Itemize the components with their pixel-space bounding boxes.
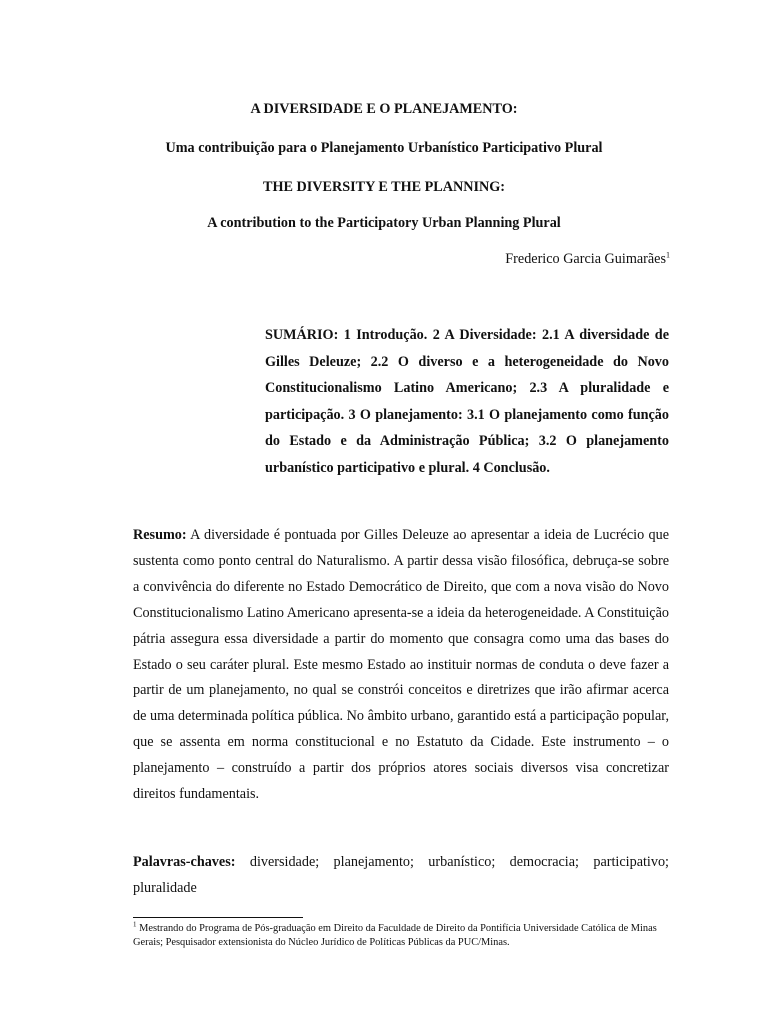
keywords [133,849,669,901]
author-line [505,250,670,268]
title-en: THE DIVERSITY E THE PLANNING: [262,179,506,195]
summary: SUMÁRIO: 1 Introdução. 2 A Diversidade: 2.1 A diversidade de Gilles Deleuze; 2.2 O diverso e a heterogeneidade do Novo Constitucionalismo Latino Americano; 2.3 A pluralidade e participação. 3 O planejamento: 3.1 O planejamento como função do Estado e da Administração Pública; 3.2 O planejamento urbanístico participativo e plural. 4 Conclusão. [265,327,669,476]
keywords-text: diversidade; planejamento; urbanístico; democracia; participativo; pluralidade [133,854,669,896]
footnote-separator [133,917,303,918]
footnote-text: Mestrando do Programa de Pós-graduação em Direito da Faculdade de Direito da Pontifícia Universidade Católica de Minas Gerais; Pesquisador extensionista do Núcleo Jurídico de Políticas Públicas da PUC/Minas. [133,923,657,948]
author-name: Frederico Garcia Guimarães [505,251,666,267]
abstract-label: Resumo: [133,527,187,543]
footnote-mark: 1 [133,920,137,929]
keywords-label: Palavras-chaves: [133,854,236,870]
abstract [133,523,669,808]
footnote [133,922,669,950]
author-footnote-mark: 1 [666,250,670,260]
subtitle-pt: Uma contribuição para o Planejamento Urbanístico Participativo Plural [165,140,603,156]
subtitle-en: A contribution to the Participatory Urban Planning Plural [207,215,561,231]
title-pt: A DIVERSIDADE E O PLANEJAMENTO: [250,101,518,117]
abstract-text: A diversidade é pontuada por Gilles Deleuze ao apresentar a ideia de Lucrécio que sustenta como ponto central do Naturalismo. A partir dessa visão filosófica, debruça-se sobre a convivência do diferente no Estado Democrático de Direito, que com a nova visão do Novo Constitucionalismo Latino Americano apresenta-se a ideia da heterogeneidade. A Constituição pátria assegura essa diversidade a partir do momento que consagra como uma das bases do Estado o seu caráter plural. Este mesmo Estado ao instituir normas de conduta o deve fazer a partir de um planejamento, no qual se constrói conceitos e diretrizes que irão afirmar acerca de uma determinada política pública. No âmbito urbano, garantido está a participação popular, que se assenta em norma constitucional e no Estatuto da Cidade. Este instrumento – o planejamento – construído a partir dos próprios atores sociais diversos visa concretizar direitos fundamentais. [133,527,670,803]
